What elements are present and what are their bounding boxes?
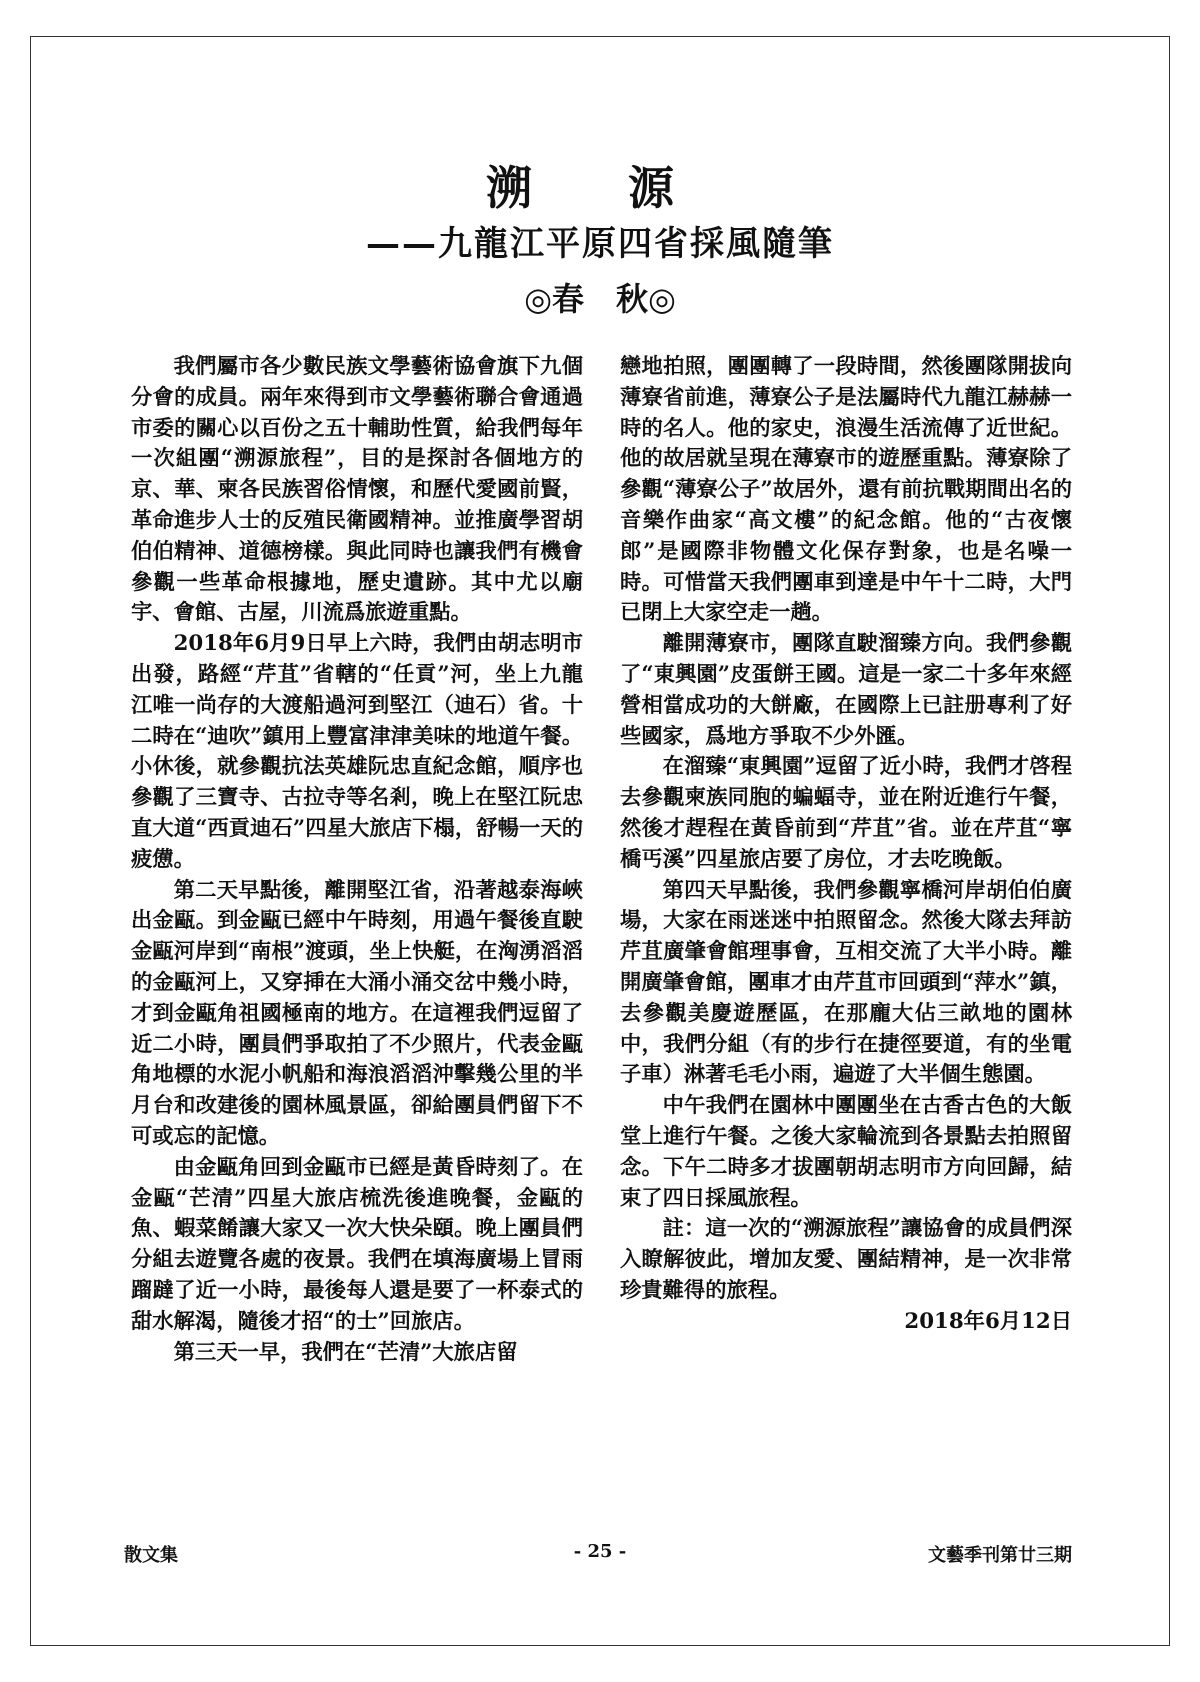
paragraph: 我們屬市各少數民族文學藝術協會旗下九個分會的成員。兩年來得到市文學藝術聯合會通過市委的關心以百份之五十輔助性質，給我們每年一次組團“溯源旅程”，目的是探討各個地方的京、華、柬各民族習俗情懷，和歷代愛國前賢，革命進步人士的反殖民衛國精神。並推廣學習胡伯伯精神、道德榜樣。與此同時也讓我們有機會參觀一些革命根據地，歷史遺跡。其中尤以廟宇、會館、古屋，川流爲旅遊重點。 [131,354,583,626]
article-title: 溯 源 [485,161,714,215]
paragraph: 第四天早點後，我們參觀寧橋河岸胡伯伯廣場，大家在雨迷迷中拍照留念。然後大隊去拜訪芹苴廣肇會館理事會，互相交流了大半小時。離開廣肇會館，團車才由芹苴市回頭到“萍水”鎮，去參觀美慶遊歷區，在那龐大佔三畝地的園林中，我們分組（有的步行在捷徑要道，有的坐電子車）淋著毛毛小雨，遍遊了大半個生態園。 [620,877,1072,1088]
paragraph: 第二天早點後，離開堅江省，沿著越泰海峽出金甌。到金甌已經中午時刻，用過午餐後直駛金甌河岸到“南根”渡頭，坐上快艇，在洶湧滔滔的金甌河上，又穿挿在大涌小涌交岔中幾小時，才到金甌角祖國極南的地方。在這裡我們逗留了近二小時，團員們爭取拍了不少照片，代表金甌角地標的水泥小帆船和海浪滔滔沖擊幾公里的半月台和改建後的園林風景區，卻給團員們留下不可或忘的記憶。 [131,877,583,1149]
text-column-right [620,352,1072,1338]
paragraph: 中午我們在園林中團團坐在古香古色的大飯堂上進行午餐。之後大家輪流到各景點去拍照留念。下午二時多才拔團朝胡志明市方向回歸，結束了四日採風旅程。 [620,1093,1072,1211]
paragraph-continued: 戀地拍照，團團轉了一段時間，然後團隊開拔向薄寮省前進，薄寮公子是法屬時代九龍江赫赫一時的名人。他的家史，浪漫生活流傳了近世紀。他的故居就呈現在薄寮市的遊歷重點。薄寮除了參觀“薄寮公子”故居外，還有前抗戰期間出名的音樂作曲家“高文樓”的紀念館。他的“古夜懷郎”是國際非物體文化保存對象，也是名噪一時。可惜當天我們團車到達是中午十二時，大門已閉上大家空走一趟。 [620,354,1072,626]
text-column-left [131,352,583,1368]
article-subtitle: ——九龍江平原四省採風隨筆 [366,224,834,264]
paragraph: 在溜臻“東興園”逗留了近小時，我們才啓程去參觀柬族同胞的蝙蝠寺，並在附近進行午餐，然後才趕程在黃昏前到“芹苴”省。並在芹苴“寧橋丐溪”四星旅店要了房位，才去吃晚飯。 [620,754,1072,872]
article-author: ◎春 秋◎ [524,280,676,318]
footer-section-name: 散文集 [124,1545,178,1566]
article-date: 2018年6月12日 [904,1308,1072,1334]
paragraph: 第三天一早，我們在“芒清”大旅店留 [173,1339,518,1365]
paragraph: 離開薄寮市，團隊直駛溜臻方向。我們參觀了“東興園”皮蛋餅王國。這是一家二十多年來經營相當成功的大餅廠，在國際上已註册專利了好些國家，爲地方爭取不少外匯。 [620,631,1072,749]
footer-page-number: - 25 - [573,1541,627,1562]
paragraph: 註：這一次的“溯源旅程”讓協會的成員們深入瞭解彼此，增加友愛、團結精神，是一次非常珍貴難得的旅程。 [620,1216,1072,1303]
footer-publication: 文藝季刊第廿三期 [928,1545,1072,1566]
paragraph: 由金甌角回到金甌市已經是黃昏時刻了。在金甌“芒清”四星大旅店梳洗後進晚餐，金甌的魚、蝦菜餚讓大家又一次大快朵頤。晚上團員們分組去遊覽各處的夜景。我們在填海廣場上冒雨蹓躂了近一小時，最後每人還是要了一杯泰式的甜水解渴，隨後才招“的士”回旅店。 [131,1154,583,1334]
paragraph: 2018年6月9日早上六時，我們由胡志明市出發，路經“芹苴”省轄的“任貢”河，坐上九龍江唯一尚存的大渡船過河到堅江（迪石）省。十二時在“迪吹”鎮用上豐富津津美味的地道午餐。小休後，就參觀抗法英雄阮忠直紀念館，順序也參觀了三寶寺、古拉寺等名剎，晚上在堅江阮忠直大道“西貢迪石”四星大旅店下榻，舒暢一天的疲憊。 [131,631,583,872]
